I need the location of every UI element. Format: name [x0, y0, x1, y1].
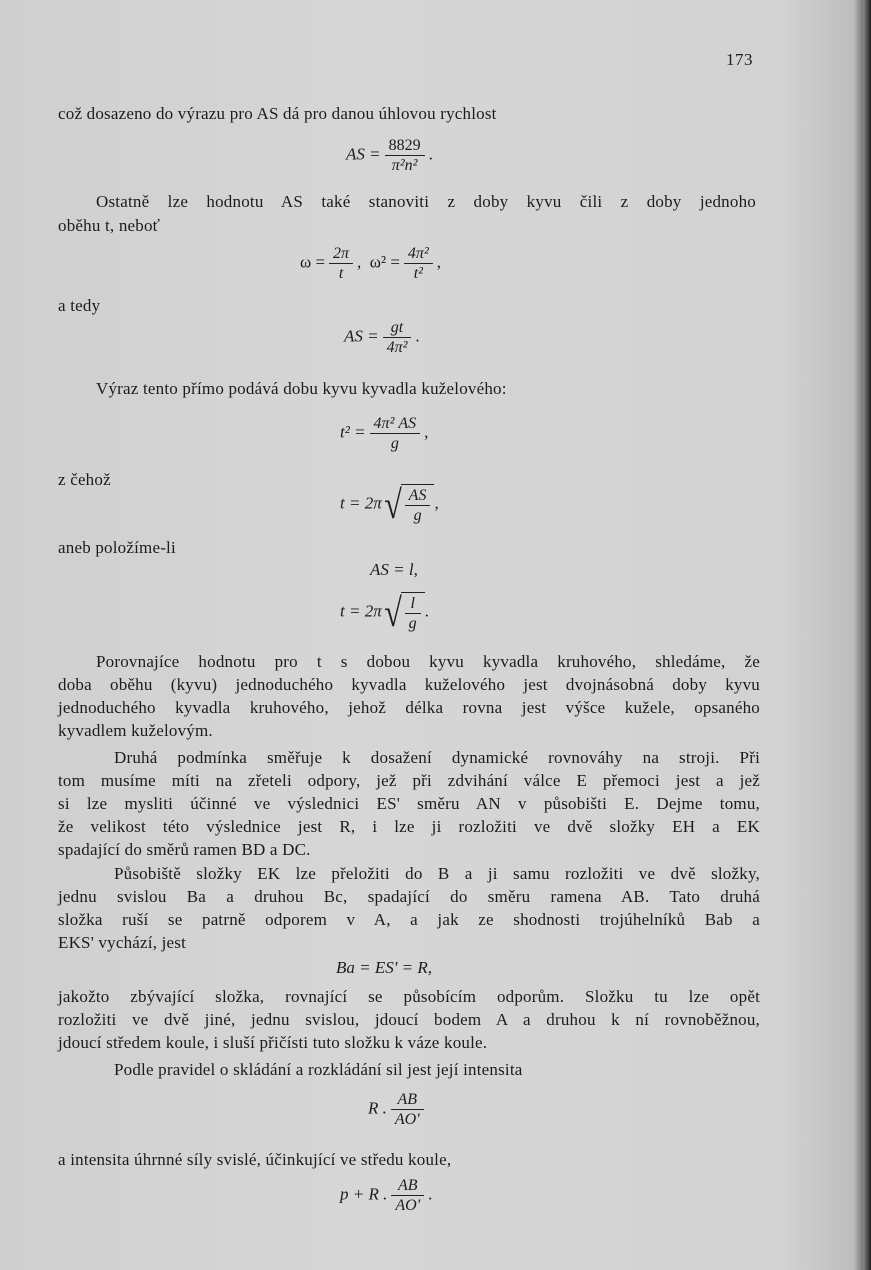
- equation-t-sqrt-as: [340, 481, 439, 527]
- eq-denominator: AO': [394, 1111, 420, 1128]
- text-line: jdoucí středem koule, i sluší přičísti tuto složku k váze koule.: [58, 1033, 488, 1052]
- text-line: Ostatně lze hodnotu AS také stanoviti z doby kyvu čili z doby jednoho: [96, 192, 756, 211]
- eq-lhs: t = 2π: [340, 493, 382, 513]
- text-line: což dosazeno do výrazu pro AS dá pro danou úhlovou rychlost: [58, 104, 497, 123]
- eq-lhs: ω² =: [369, 252, 400, 272]
- eq-lhs: AS =: [344, 326, 379, 346]
- eq-numerator: AB: [391, 1090, 424, 1110]
- text-line: jakožto zbývající složka, rovnající se působícím odporům. Složku tu lze opět: [58, 987, 760, 1006]
- text-line: aneb položíme-li: [58, 538, 176, 557]
- eq-separator: ,: [357, 252, 362, 272]
- eq-numerator: 4π²: [404, 244, 433, 264]
- eq-lhs: ω =: [300, 252, 326, 272]
- eq-tail: ,: [434, 493, 439, 513]
- page-number: 173: [726, 50, 753, 69]
- text-line: kyvadlem kuželovým.: [58, 721, 213, 740]
- text-line: a intensita úhrnné síly svislé, účinkující ve středu koule,: [58, 1150, 452, 1169]
- eq-numerator: AS: [405, 486, 431, 506]
- text-line: tom musíme míti na zřeteli odpory, jež při zdvihání válce E přemoci jest a jež: [58, 771, 760, 790]
- eq-numerator: AB: [391, 1176, 424, 1196]
- text-line: jednu svislou Ba a druhou Bc, spadající do směru ramena AB. Tato druhá: [58, 887, 760, 906]
- text-line: oběhu t, neboť: [58, 216, 161, 235]
- eq-numerator: l: [405, 594, 421, 614]
- text-line: rozložiti ve dvě jiné, jednu svislou, jdoucí bodem A a druhou k ní rovnoběžnou,: [58, 1010, 760, 1029]
- equation-ba: Ba = ES' = R,: [336, 958, 432, 977]
- eq-numerator: gt: [383, 318, 412, 338]
- eq-numerator: 8829: [385, 136, 425, 156]
- eq-lhs: R .: [368, 1098, 387, 1118]
- eq-numerator: 2π: [329, 244, 353, 264]
- text-line: že velikost této výslednice jest R, i lze ji rozložiti ve dvě složky EH a EK: [58, 817, 760, 836]
- equation-t-sqrt-l: [340, 589, 429, 635]
- eq-tail: .: [424, 601, 429, 621]
- eq-lhs: p + R .: [340, 1184, 388, 1204]
- sqrt-sign: √ $\frac{AS}{g}$: [382, 484, 435, 525]
- text-line: Výraz tento přímo podává dobu kyvu kyvadla kuželového:: [96, 379, 507, 398]
- eq-tail: .: [428, 144, 433, 164]
- text-line: složka ruší se patrně odporem v A, a jak ze shodnosti trojúhelníků Bab a: [58, 910, 760, 929]
- equation-as-formula: [346, 136, 433, 175]
- eq-tail: ,: [424, 422, 429, 442]
- eq-lhs: t² =: [340, 422, 366, 442]
- text-line: Porovnajíce hodnotu pro t s dobou kyvu kyvadla kruhového, shledáme, že: [96, 652, 760, 671]
- eq-tail: ,: [436, 252, 441, 272]
- eq-lhs: t = 2π: [340, 601, 382, 621]
- eq-numerator: 4π² AS: [370, 414, 421, 434]
- eq-denominator: g: [413, 507, 422, 524]
- sqrt-sign: √ $\frac{l}{g}$: [382, 592, 425, 633]
- eq-tail: .: [415, 326, 420, 346]
- text-line: jednoduchého kyvadla kruhového, jehož délka rovna jest výšce kužele, opsaného: [58, 698, 760, 717]
- eq-denominator: g: [408, 615, 417, 632]
- text-line: Druhá podmínka směřuje k dosažení dynamické rovnováhy na stroji. Při: [114, 748, 760, 767]
- text-line: doba oběhu (kyvu) jednoduchého kyvadla kuželového jest dvojnásobná doby kyvu: [58, 675, 760, 694]
- eq-denominator: π²n²: [391, 157, 418, 174]
- text-line: Podle pravidel o skládání a rozkládání sil jest její intensita: [114, 1060, 523, 1079]
- eq-tail: .: [428, 1184, 433, 1204]
- eq-denominator: AO': [395, 1197, 421, 1214]
- text-line: si lze mysliti účinné ve výslednici ES' směru AN v působišti E. Dejme tomu,: [58, 794, 760, 813]
- equation-as-l: AS = l,: [370, 560, 418, 579]
- equation-p-r-ab: [340, 1176, 432, 1215]
- text-line: EKS' vychází, jest: [58, 933, 186, 952]
- eq-denominator: t: [338, 265, 344, 282]
- equation-as-gt: [344, 318, 420, 357]
- eq-denominator: 4π²: [386, 339, 408, 356]
- text-line: a tedy: [58, 296, 101, 315]
- eq-denominator: g: [390, 435, 399, 452]
- page-edge-shadow: [863, 0, 871, 1270]
- text-line: Působiště složky EK lze přeložiti do B a ji samu rozložiti ve dvě složky,: [114, 864, 760, 883]
- eq-lhs: AS =: [346, 144, 381, 164]
- text-line: z čehož: [58, 470, 111, 489]
- equation-t-squared: [340, 414, 428, 453]
- equation-omega: [300, 244, 441, 283]
- text-line: spadající do směrů ramen BD a DC.: [58, 840, 311, 859]
- eq-denominator: t²: [413, 265, 423, 282]
- equation-r-ab: [368, 1090, 428, 1129]
